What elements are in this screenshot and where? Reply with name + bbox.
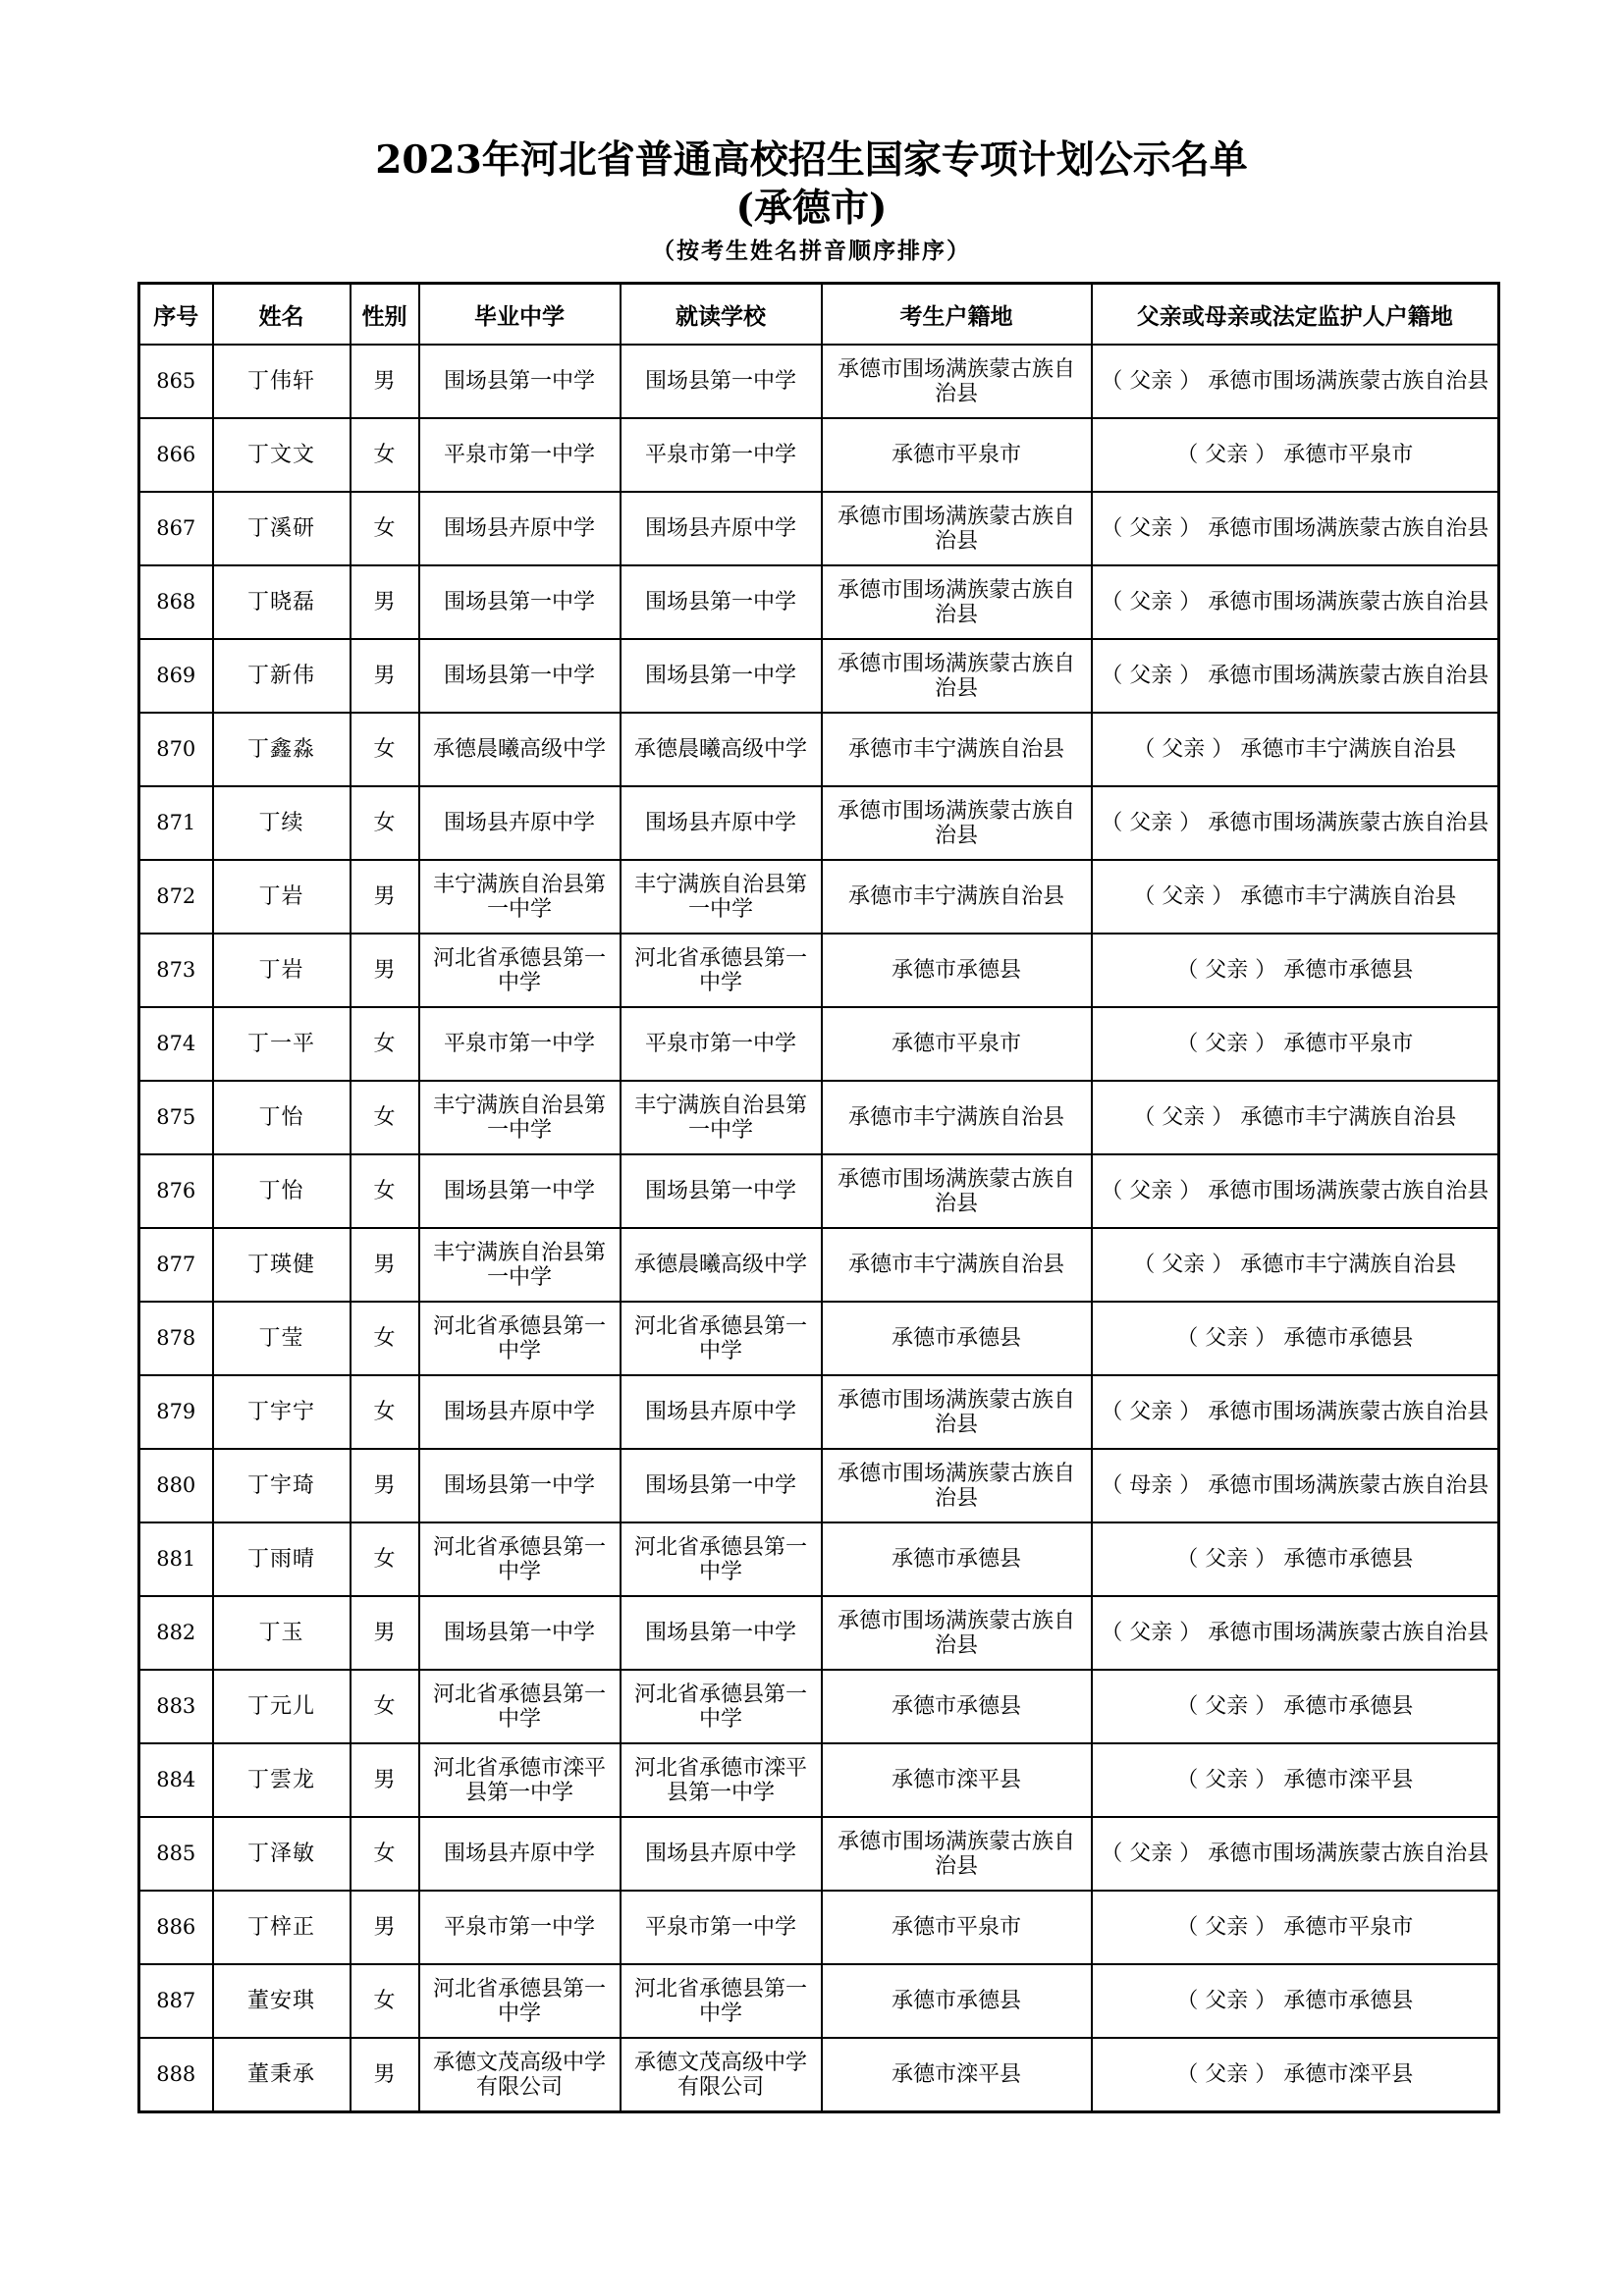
cell-number: 870	[139, 713, 213, 786]
column-header-gender: 性别	[351, 284, 419, 346]
cell-guardian-registration: （ 父亲 ） 承德市承德县	[1092, 934, 1499, 1007]
cell-grad-school: 围场县卉原中学	[419, 1375, 621, 1449]
cell-name: 丁雲龙	[213, 1743, 351, 1817]
table-row	[139, 786, 1499, 860]
cell-number: 865	[139, 345, 213, 418]
cell-registration: 承德市平泉市	[822, 1891, 1092, 1964]
cell-number: 869	[139, 639, 213, 713]
cell-number: 888	[139, 2038, 213, 2112]
sort-note: （按考生姓名拼音顺序排序）	[652, 239, 971, 264]
cell-guardian-registration: （ 父亲 ） 承德市丰宁满族自治县	[1092, 713, 1499, 786]
cell-grad-school: 丰宁满族自治县第一中学	[419, 860, 621, 934]
cell-number: 876	[139, 1154, 213, 1228]
cell-current-school: 平泉市第一中学	[621, 1007, 822, 1081]
cell-registration: 承德市丰宁满族自治县	[822, 1228, 1092, 1302]
cell-registration: 承德市滦平县	[822, 1743, 1092, 1817]
roster-table	[137, 282, 1500, 2113]
cell-grad-school: 河北省承德县第一中学	[419, 1964, 621, 2038]
table-row	[139, 1522, 1499, 1596]
cell-guardian-registration: （ 父亲 ） 承德市丰宁满族自治县	[1092, 1228, 1499, 1302]
table-row	[139, 1081, 1499, 1154]
cell-grad-school: 围场县第一中学	[419, 345, 621, 418]
cell-registration: 承德市围场满族蒙古族自治县	[822, 1596, 1092, 1670]
cell-gender: 女	[351, 1154, 419, 1228]
cell-name: 丁文文	[213, 418, 351, 492]
cell-registration: 承德市围场满族蒙古族自治县	[822, 1817, 1092, 1891]
table-row	[139, 1670, 1499, 1743]
table-header	[139, 284, 1499, 346]
cell-grad-school: 河北省承德县第一中学	[419, 1670, 621, 1743]
cell-gender: 女	[351, 713, 419, 786]
column-header-registration: 考生户籍地	[822, 284, 1092, 346]
cell-current-school: 围场县第一中学	[621, 1596, 822, 1670]
cell-guardian-registration: （ 父亲 ） 承德市围场满族蒙古族自治县	[1092, 345, 1499, 418]
table-row	[139, 1743, 1499, 1817]
cell-grad-school: 围场县第一中学	[419, 1449, 621, 1522]
cell-gender: 男	[351, 345, 419, 418]
cell-guardian-registration: （ 父亲 ） 承德市承德县	[1092, 1522, 1499, 1596]
table-row	[139, 639, 1499, 713]
cell-gender: 男	[351, 1449, 419, 1522]
cell-grad-school: 围场县第一中学	[419, 1596, 621, 1670]
table-row	[139, 2038, 1499, 2112]
cell-current-school: 围场县卉原中学	[621, 786, 822, 860]
cell-guardian-registration: （ 父亲 ） 承德市丰宁满族自治县	[1092, 860, 1499, 934]
cell-guardian-registration: （ 父亲 ） 承德市承德县	[1092, 1670, 1499, 1743]
cell-guardian-registration: （ 父亲 ） 承德市平泉市	[1092, 1007, 1499, 1081]
cell-grad-school: 承德晨曦高级中学	[419, 713, 621, 786]
cell-number: 881	[139, 1522, 213, 1596]
cell-current-school: 承德晨曦高级中学	[621, 713, 822, 786]
cell-name: 丁岩	[213, 934, 351, 1007]
cell-gender: 男	[351, 1596, 419, 1670]
cell-number: 882	[139, 1596, 213, 1670]
cell-grad-school: 围场县第一中学	[419, 1154, 621, 1228]
cell-guardian-registration: （ 父亲 ） 承德市围场满族蒙古族自治县	[1092, 786, 1499, 860]
cell-registration: 承德市围场满族蒙古族自治县	[822, 1154, 1092, 1228]
cell-registration: 承德市围场满族蒙古族自治县	[822, 786, 1092, 860]
cell-registration: 承德市丰宁满族自治县	[822, 1081, 1092, 1154]
cell-guardian-registration: （ 父亲 ） 承德市围场满族蒙古族自治县	[1092, 1375, 1499, 1449]
cell-number: 875	[139, 1081, 213, 1154]
cell-number: 872	[139, 860, 213, 934]
cell-current-school: 平泉市第一中学	[621, 1891, 822, 1964]
table-row	[139, 345, 1499, 418]
table-row	[139, 1596, 1499, 1670]
cell-guardian-registration: （ 父亲 ） 承德市围场满族蒙古族自治县	[1092, 639, 1499, 713]
table-row	[139, 1891, 1499, 1964]
cell-gender: 女	[351, 1817, 419, 1891]
cell-current-school: 河北省承德市滦平县第一中学	[621, 1743, 822, 1817]
column-header-current-school: 就读学校	[621, 284, 822, 346]
cell-grad-school: 围场县卉原中学	[419, 1817, 621, 1891]
cell-current-school: 河北省承德县第一中学	[621, 1522, 822, 1596]
cell-registration: 承德市围场满族蒙古族自治县	[822, 639, 1092, 713]
cell-registration: 承德市平泉市	[822, 418, 1092, 492]
cell-gender: 男	[351, 2038, 419, 2112]
cell-current-school: 河北省承德县第一中学	[621, 934, 822, 1007]
cell-number: 877	[139, 1228, 213, 1302]
cell-grad-school: 河北省承德县第一中学	[419, 1522, 621, 1596]
table-row	[139, 1375, 1499, 1449]
cell-current-school: 围场县卉原中学	[621, 1375, 822, 1449]
cell-registration: 承德市承德县	[822, 934, 1092, 1007]
table-row	[139, 1154, 1499, 1228]
cell-number: 866	[139, 418, 213, 492]
cell-guardian-registration: （ 父亲 ） 承德市丰宁满族自治县	[1092, 1081, 1499, 1154]
cell-current-school: 围场县第一中学	[621, 639, 822, 713]
table-row	[139, 934, 1499, 1007]
cell-current-school: 承德晨曦高级中学	[621, 1228, 822, 1302]
cell-guardian-registration: （ 父亲 ） 承德市围场满族蒙古族自治县	[1092, 492, 1499, 565]
cell-number: 871	[139, 786, 213, 860]
table-row	[139, 492, 1499, 565]
cell-number: 887	[139, 1964, 213, 2038]
cell-registration: 承德市围场满族蒙古族自治县	[822, 492, 1092, 565]
cell-number: 885	[139, 1817, 213, 1891]
cell-grad-school: 河北省承德县第一中学	[419, 934, 621, 1007]
cell-registration: 承德市平泉市	[822, 1007, 1092, 1081]
table-row	[139, 1964, 1499, 2038]
cell-guardian-registration: （ 父亲 ） 承德市围场满族蒙古族自治县	[1092, 1154, 1499, 1228]
cell-gender: 男	[351, 860, 419, 934]
cell-current-school: 河北省承德县第一中学	[621, 1964, 822, 2038]
cell-name: 丁晓磊	[213, 565, 351, 639]
cell-current-school: 平泉市第一中学	[621, 418, 822, 492]
document-title: 2023年河北省普通高校招生国家专项计划公示名单	[375, 137, 1248, 183]
cell-number: 879	[139, 1375, 213, 1449]
cell-name: 丁泽敏	[213, 1817, 351, 1891]
cell-name: 丁梓正	[213, 1891, 351, 1964]
cell-current-school: 承德文茂高级中学有限公司	[621, 2038, 822, 2112]
table-row	[139, 1007, 1499, 1081]
cell-grad-school: 河北省承德县第一中学	[419, 1302, 621, 1375]
cell-number: 867	[139, 492, 213, 565]
cell-registration: 承德市围场满族蒙古族自治县	[822, 1375, 1092, 1449]
cell-name: 丁一平	[213, 1007, 351, 1081]
cell-registration: 承德市围场满族蒙古族自治县	[822, 565, 1092, 639]
cell-guardian-registration: （ 父亲 ） 承德市围场满族蒙古族自治县	[1092, 565, 1499, 639]
table-row	[139, 713, 1499, 786]
cell-guardian-registration: （ 父亲 ） 承德市围场满族蒙古族自治县	[1092, 1817, 1499, 1891]
cell-guardian-registration: （ 母亲 ） 承德市围场满族蒙古族自治县	[1092, 1449, 1499, 1522]
cell-number: 884	[139, 1743, 213, 1817]
cell-name: 丁新伟	[213, 639, 351, 713]
cell-grad-school: 河北省承德市滦平县第一中学	[419, 1743, 621, 1817]
cell-gender: 女	[351, 1964, 419, 2038]
cell-registration: 承德市承德县	[822, 1670, 1092, 1743]
cell-current-school: 围场县第一中学	[621, 1154, 822, 1228]
cell-guardian-registration: （ 父亲 ） 承德市承德县	[1092, 1964, 1499, 2038]
cell-name: 丁怡	[213, 1081, 351, 1154]
cell-current-school: 围场县第一中学	[621, 345, 822, 418]
table-row	[139, 418, 1499, 492]
cell-registration: 承德市承德县	[822, 1302, 1092, 1375]
header-row	[139, 284, 1499, 346]
cell-number: 873	[139, 934, 213, 1007]
table-row	[139, 860, 1499, 934]
cell-registration: 承德市丰宁满族自治县	[822, 713, 1092, 786]
cell-guardian-registration: （ 父亲 ） 承德市平泉市	[1092, 1891, 1499, 1964]
cell-number: 880	[139, 1449, 213, 1522]
column-header-name: 姓名	[213, 284, 351, 346]
cell-name: 丁鑫淼	[213, 713, 351, 786]
cell-current-school: 丰宁满族自治县第一中学	[621, 1081, 822, 1154]
cell-grad-school: 丰宁满族自治县第一中学	[419, 1228, 621, 1302]
cell-registration: 承德市滦平县	[822, 2038, 1092, 2112]
cell-number: 886	[139, 1891, 213, 1964]
cell-grad-school: 承德文茂高级中学有限公司	[419, 2038, 621, 2112]
cell-gender: 女	[351, 1081, 419, 1154]
table-row	[139, 1817, 1499, 1891]
cell-gender: 女	[351, 1375, 419, 1449]
cell-grad-school: 平泉市第一中学	[419, 1007, 621, 1081]
cell-gender: 女	[351, 492, 419, 565]
cell-name: 丁续	[213, 786, 351, 860]
table-row	[139, 1449, 1499, 1522]
column-header-grad-school: 毕业中学	[419, 284, 621, 346]
document-header	[0, 135, 1623, 271]
cell-gender: 男	[351, 934, 419, 1007]
cell-gender: 男	[351, 1743, 419, 1817]
cell-name: 丁岩	[213, 860, 351, 934]
cell-name: 丁莹	[213, 1302, 351, 1375]
cell-guardian-registration: （ 父亲 ） 承德市围场满族蒙古族自治县	[1092, 1596, 1499, 1670]
cell-name: 丁雨晴	[213, 1522, 351, 1596]
cell-grad-school: 围场县卉原中学	[419, 786, 621, 860]
cell-name: 丁宇宁	[213, 1375, 351, 1449]
cell-guardian-registration: （ 父亲 ） 承德市平泉市	[1092, 418, 1499, 492]
cell-current-school: 围场县卉原中学	[621, 492, 822, 565]
cell-current-school: 围场县第一中学	[621, 565, 822, 639]
cell-name: 董安琪	[213, 1964, 351, 2038]
cell-grad-school: 围场县第一中学	[419, 565, 621, 639]
document-subtitle: (承德市)	[735, 186, 888, 231]
cell-name: 丁怡	[213, 1154, 351, 1228]
cell-gender: 男	[351, 639, 419, 713]
cell-name: 丁伟轩	[213, 345, 351, 418]
cell-registration: 承德市承德县	[822, 1522, 1092, 1596]
table-row	[139, 1302, 1499, 1375]
cell-number: 883	[139, 1670, 213, 1743]
cell-gender: 女	[351, 786, 419, 860]
table-row	[139, 565, 1499, 639]
cell-name: 丁瑛健	[213, 1228, 351, 1302]
cell-current-school: 丰宁满族自治县第一中学	[621, 860, 822, 934]
cell-gender: 男	[351, 1228, 419, 1302]
cell-guardian-registration: （ 父亲 ） 承德市滦平县	[1092, 2038, 1499, 2112]
cell-number: 868	[139, 565, 213, 639]
cell-gender: 女	[351, 1670, 419, 1743]
cell-gender: 女	[351, 418, 419, 492]
cell-current-school: 围场县卉原中学	[621, 1817, 822, 1891]
cell-registration: 承德市丰宁满族自治县	[822, 860, 1092, 934]
cell-current-school: 围场县第一中学	[621, 1449, 822, 1522]
cell-registration: 承德市围场满族蒙古族自治县	[822, 345, 1092, 418]
column-header-guardian: 父亲或母亲或法定监护人户籍地	[1092, 284, 1499, 346]
cell-current-school: 河北省承德县第一中学	[621, 1302, 822, 1375]
cell-gender: 女	[351, 1522, 419, 1596]
cell-grad-school: 围场县卉原中学	[419, 492, 621, 565]
cell-gender: 男	[351, 1891, 419, 1964]
cell-grad-school: 丰宁满族自治县第一中学	[419, 1081, 621, 1154]
cell-grad-school: 平泉市第一中学	[419, 1891, 621, 1964]
cell-registration: 承德市围场满族蒙古族自治县	[822, 1449, 1092, 1522]
cell-grad-school: 平泉市第一中学	[419, 418, 621, 492]
cell-name: 丁玉	[213, 1596, 351, 1670]
cell-name: 丁溪研	[213, 492, 351, 565]
cell-gender: 男	[351, 565, 419, 639]
cell-name: 丁元儿	[213, 1670, 351, 1743]
cell-number: 874	[139, 1007, 213, 1081]
cell-name: 丁宇琦	[213, 1449, 351, 1522]
cell-number: 878	[139, 1302, 213, 1375]
cell-name: 董秉承	[213, 2038, 351, 2112]
cell-current-school: 河北省承德县第一中学	[621, 1670, 822, 1743]
cell-gender: 女	[351, 1007, 419, 1081]
cell-grad-school: 围场县第一中学	[419, 639, 621, 713]
cell-guardian-registration: （ 父亲 ） 承德市滦平县	[1092, 1743, 1499, 1817]
cell-gender: 女	[351, 1302, 419, 1375]
cell-registration: 承德市承德县	[822, 1964, 1092, 2038]
table-body	[139, 345, 1499, 2112]
table-row	[139, 1228, 1499, 1302]
column-header-no: 序号	[139, 284, 213, 346]
cell-guardian-registration: （ 父亲 ） 承德市承德县	[1092, 1302, 1499, 1375]
